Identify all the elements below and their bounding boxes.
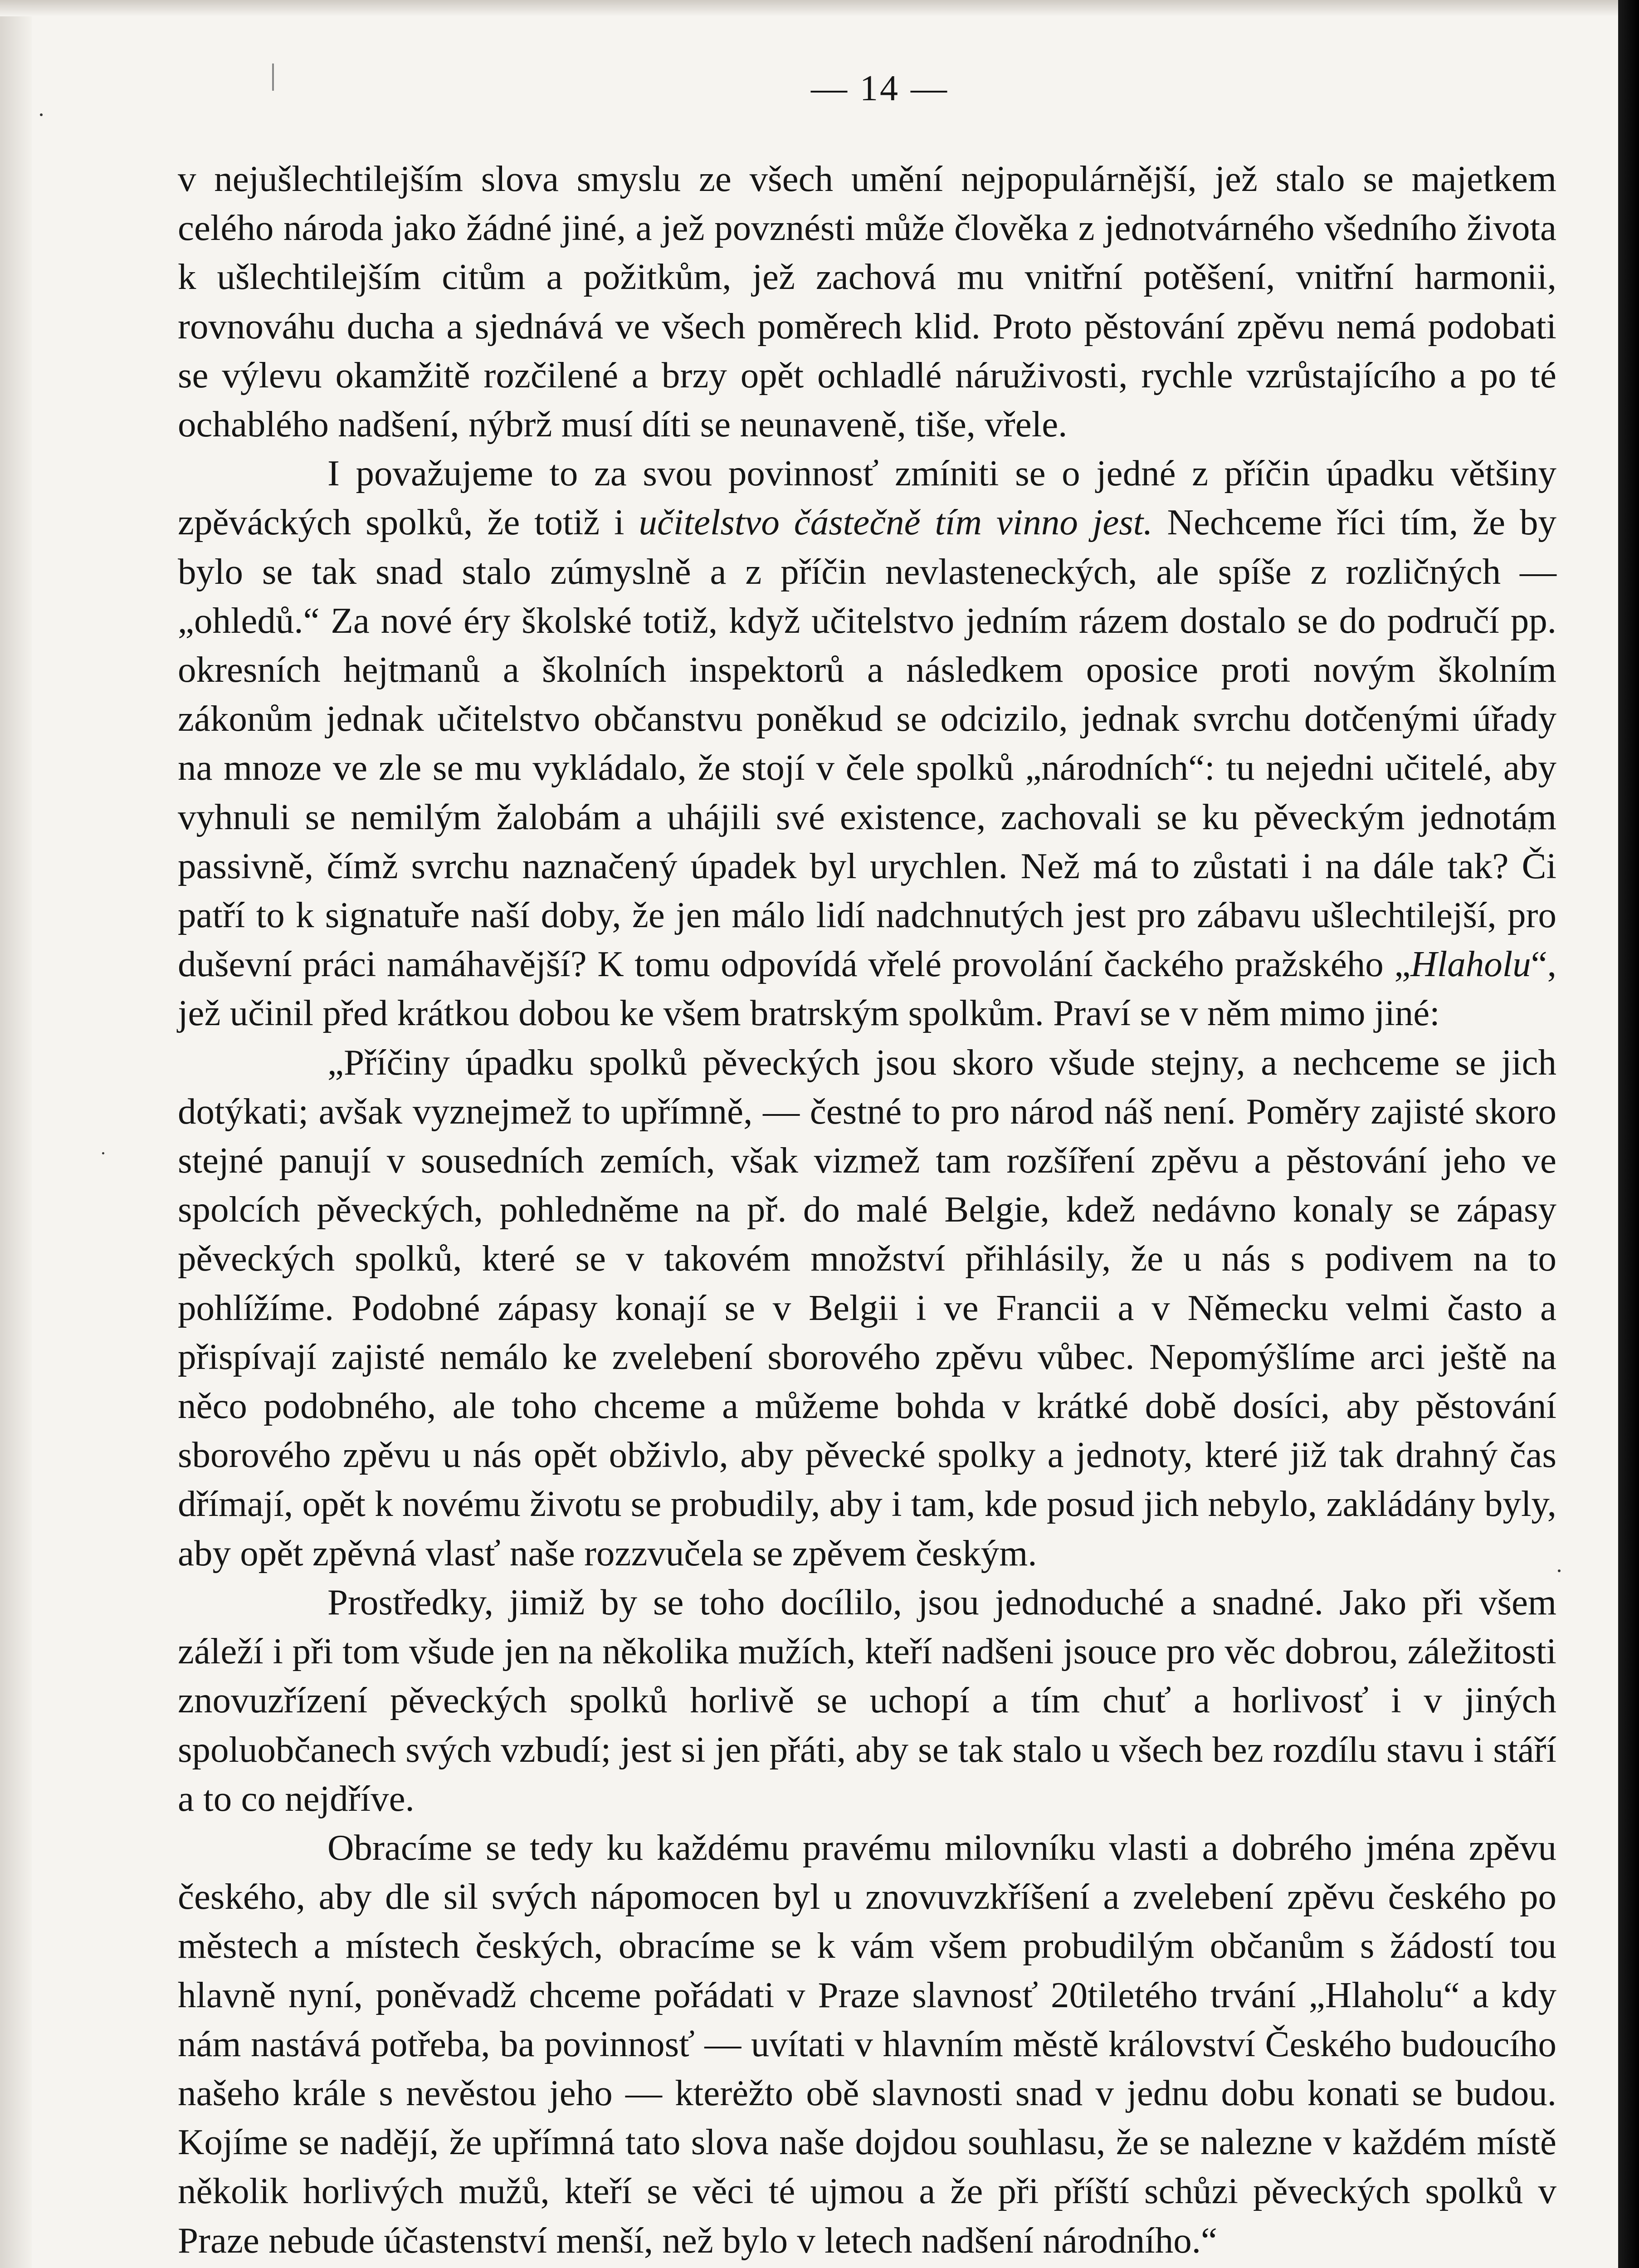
page-edge-left-shadow [0,0,32,2268]
scan-speck [102,1152,104,1154]
emphasized-text: učitelstvo částečně tím vinno jest. [639,502,1153,543]
emphasized-text: Hlaholu [1410,943,1531,985]
body-text [178,154,1556,2268]
paragraph [178,2265,1556,2268]
paragraph: „Příčiny úpadku spolků pěveckých jsou skoro všude stejny, a nechceme se jich dotýkati; avšak vyznejmež to upřímně, — čestné to pro národ náš není. Poměry zajisté skoro stejné panují v sousedních zemích, však vizmež tam rozšíření zpěvu a pěstování jeho ve spolcích pěveckých, pohledněme na př. do malé Belgie, kdež nedávno konaly se zápasy pěveckých spolků, které se v takovém množství přihlásily, že u nás s podivem na to pohlížíme. Podobné zápasy konají se v Belgii i ve Francii a v Německu velmi často a přispívají zajisté nemálo ke zvelebení sborového zpěvu vůbec. Nepomýšlíme arci ještě na něco podobného, ale toho chceme a můžeme bohda v krátké době dosíci, aby pěstování sborového zpěvu u nás opět obživlo, aby pěvecké spolky a jednoty, které již tak drahný čas dřímají, opět k novému životu se probudily, aby i tam, kde posud jich nebylo, zakládány byly, aby opět zpěvná vlasť naše rozzvučela se zpěvem českým. [178,1041,1556,1574]
scan-speck [1558,1569,1561,1572]
page-number: — 14 — [811,68,949,108]
paragraph: Obracíme se tedy ku každému pravému milovníku vlasti a dobrého jména zpěvu českého, aby dle sil svých nápomocen byl u znovuvzkříšení a zvelebení zpěvu českého po městech a místech českých, obracíme se k vám všem probudilým občanům s žádostí tou hlavně nyní, poněvadž chceme pořádati v Praze slavnosť 20tiletého trvání „Hlaholu“ a kdy nám nastává potřeba, ba povinnosť — uvítati v hlavním městě království Českého budoucího našeho krále s nevěstou jeho — kterėžto obě slavnosti snad v jednu dobu konati se budou. Kojíme se nadějí, že upřímná tato slova naše dojdou souhlasu, že se nalezne v každém místě několik horlivých mužů, kteří se věci té ujmou a že při příští schůzi pěveckých spolků v Praze nebude účastenství menší, než bylo v letech nadšení národního.“ [178,1827,1556,2261]
text-run: I považujeme to za svou povinnosť zmíniti se o jedné z příčin úpadku většiny zpěváckých spolků, že totiž i [178,453,1556,543]
scan-speck [40,113,43,116]
page-edge-right-binding [1618,0,1639,2268]
text-run: “, jež učinil před krátkou dobou ke všem bratrským spolkům. Praví se v něm mimo jiné: [178,943,1556,1034]
paragraph [178,449,1556,1037]
paragraph: v nejušlechtilejším slova smyslu ze všech umění nejpopulárnější, jež stalo se majetkem celého národa jako žádné jiné, a jež povznésti může člověka z jednotvárného všedního života k ušlechtilejším citům a požitkům, jež zachová mu vnitřní potěšení, vnitřní harmonii, rovnováhu ducha a sjednává ve všech poměrech klid. Proto pěstování zpěvu nemá podobati se výlevu okamžitě rozčilené a brzy opět ochladlé náruživosti, rychle vzrůstajícího a po té ochablého nadšení, nýbrž musí díti se neunaveně, tiše, vřele. [178,158,1556,445]
scan-scratch [272,64,274,91]
paragraph: Prostředky, jimiž by se toho docílilo, jsou jednoduché a snadné. Jako při všem záleží i při tom všude jen na několika mužích, kteří nadšeni jsouce pro věc dobrou, záležitosti znovuzřízení pěveckých spolků horlivě se uchopí a tím chuť a horlivosť i v jiných spoluobčanech svých vzbudí; jest si jen přáti, aby se tak stalo u všech bez rozdílu stavu i stáří a to co nejdříve. [178,1581,1556,1819]
page-edge-top-shadow [0,0,1619,16]
text-run: Nechceme říci tím, že by bylo se tak snad stalo zúmyslně a z příčin nevlasteneckých, ale spíše z rozličných — „ohledů.“ Za nové éry školské totiž, když učitelstvo jedním rázem dostalo se do područí pp. okresních hejtmanů a školních inspektorů a následkem oposice proti novým školním zákonům jednak učitelstvo občanstvu poněkud se odcizilo, jednak svrchu dotčenými úřady na mnoze ve zle se mu vykládalo, že stojí v čele spolků „národních“: tu nejedni učitelé, aby vyhnuli se nemilým žalobám a uhájili své existence, zachovali se ku pěveckým jednotám passivně, čímž svrchu naznačený úpadek byl urychlen. Než má to zůstati i na dále tak? Či patří to k signatuře naší doby, že jen málo lidí nadchnutých jest pro zábavu ušlechtilejší, pro duševní práci namáhavější? K tomu odpovídá vřelé provolání čackého pražského „ [178,502,1556,985]
